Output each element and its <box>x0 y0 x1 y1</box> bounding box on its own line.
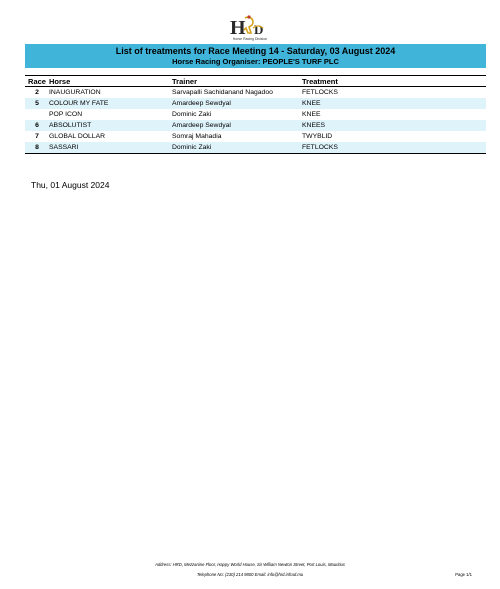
page-title: List of treatments for Race Meeting 14 - Saturday, 03 August 2024 <box>115 46 396 56</box>
trainer-cell: Dominic Zaki <box>166 109 296 120</box>
table-row <box>25 120 486 131</box>
race-cell <box>25 109 49 120</box>
horse-cell: ABSOLUTIST <box>49 120 166 131</box>
horse-logo-icon <box>226 14 272 38</box>
treatment-cell: KNEE <box>296 98 486 109</box>
column-header-horse: Horse <box>49 76 166 87</box>
treatment-cell: TWYBLID <box>296 131 486 142</box>
footer-contact: Telephone No: (230) 214 9800 Email: info@hrd.infrad.mu <box>196 572 304 577</box>
treatments-table <box>25 75 486 154</box>
treatment-cell: KNEES <box>296 120 486 131</box>
horse-cell: SASSARI <box>49 142 166 154</box>
table-row <box>25 109 486 120</box>
treatment-cell: FETLOCKS <box>296 142 486 154</box>
trainer-cell: Sarvapalli Sachidanand Nagadoo <box>166 87 296 99</box>
race-cell: 5 <box>25 98 49 109</box>
page-subtitle: Horse Racing Organiser: PEOPLE'S TURF PLC <box>172 57 339 66</box>
print-date: Thu, 01 August 2024 <box>31 180 110 190</box>
horse-cell: INAUGURATION <box>49 87 166 99</box>
column-header-treatment: Treatment <box>296 76 486 87</box>
race-cell: 2 <box>25 87 49 99</box>
trainer-cell: Amardeep Sewdyal <box>166 120 296 131</box>
svg-text:D: D <box>254 22 264 37</box>
horse-cell: GLOBAL DOLLAR <box>49 131 166 142</box>
hrd-logo <box>226 14 272 46</box>
logo-caption: Horse Racing Division <box>232 37 268 41</box>
race-cell: 8 <box>25 142 49 154</box>
race-cell: 7 <box>25 131 49 142</box>
table-row <box>25 142 486 154</box>
table-row <box>25 131 486 142</box>
title-band <box>25 44 486 68</box>
table-row <box>25 98 486 109</box>
table-header-row <box>25 76 486 87</box>
trainer-cell: Somraj Mahadia <box>166 131 296 142</box>
treatment-cell: KNEE <box>296 109 486 120</box>
svg-text:H: H <box>230 17 246 38</box>
horse-cell: POP ICON <box>49 109 166 120</box>
horse-cell: COLOUR MY FATE <box>49 98 166 109</box>
treatment-cell: FETLOCKS <box>296 87 486 99</box>
page-number: Page 1/1 <box>455 572 472 577</box>
table-row <box>25 87 486 99</box>
race-cell: 6 <box>25 120 49 131</box>
trainer-cell: Amardeep Sewdyal <box>166 98 296 109</box>
trainer-cell: Dominic Zaki <box>166 142 296 154</box>
column-header-race: Race <box>25 76 49 87</box>
footer-address: Address: HRD, Mezzanine Floor, Happy World House, Sir William Newton Street, Port Louis, Mauritius <box>155 562 345 567</box>
column-header-trainer: Trainer <box>166 76 296 87</box>
